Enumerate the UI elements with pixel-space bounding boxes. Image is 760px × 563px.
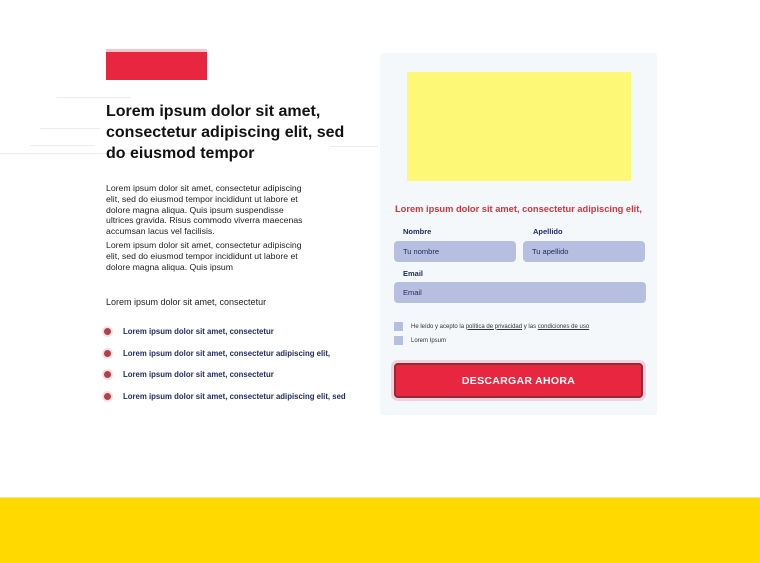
- list-item: [104, 343, 346, 365]
- brand-logo-block: [106, 52, 207, 80]
- decorative-line: [30, 145, 95, 146]
- last-name-label: Apellido: [533, 227, 563, 236]
- privacy-consent-text: [411, 324, 589, 330]
- download-button[interactable]: DESCARGAR AHORA: [394, 363, 643, 398]
- list-item-text: Lorem ipsum dolor sit amet, consectetur adipiscing elit, sed: [123, 391, 346, 401]
- benefit-list: [104, 321, 346, 407]
- extra-checkbox[interactable]: [394, 336, 403, 345]
- hero-paragraph-1: Lorem ipsum dolor sit amet, consectetur adipiscing elit, sed do eiusmod tempor incididunt ut labore et dolore magna aliqua. Quis ipsum suspendisse ultrices gravida. Risus commodo viverra maecenas accumsan lacus vel facilisis.: [106, 183, 303, 237]
- footer-band: [0, 497, 760, 563]
- hero-paragraph-2: Lorem ipsum dolor sit amet, consectetur adipiscing elit, sed do eiusmod tempor incididunt ut labore et dolore magna aliqua. Quis ipsum: [106, 240, 302, 272]
- email-input[interactable]: [394, 282, 646, 303]
- download-form-panel: [380, 53, 657, 415]
- list-item-text: Lorem ipsum dolor sit amet, consectetur: [123, 370, 274, 380]
- list-item: [104, 386, 346, 408]
- terms-link[interactable]: condiciones de uso: [537, 323, 590, 330]
- bullet-dot-icon: [104, 393, 111, 400]
- bullet-dot-icon: [104, 328, 111, 335]
- form-image-placeholder: [407, 72, 631, 181]
- list-item: [104, 321, 346, 343]
- bullet-dot-icon: [104, 371, 111, 378]
- last-name-input[interactable]: [523, 241, 645, 262]
- bullet-dot-icon: [104, 350, 111, 357]
- privacy-policy-link[interactable]: política de privacidad: [465, 323, 523, 330]
- privacy-middle: y las: [523, 323, 537, 330]
- list-item-text: Lorem ipsum dolor sit amet, consectetur adipiscing elit,: [123, 348, 331, 358]
- privacy-checkbox[interactable]: [394, 322, 403, 331]
- decorative-line: [56, 97, 131, 98]
- decorative-line: [40, 128, 100, 129]
- email-label: Email: [403, 269, 424, 278]
- form-title: Lorem ipsum dolor sit amet, consectetur adipiscing elit,: [395, 204, 642, 214]
- list-item-text: Lorem ipsum dolor sit amet, consectetur: [123, 327, 274, 337]
- extra-consent-row: [394, 336, 446, 345]
- hero-headline: Lorem ipsum dolor sit amet, consectetur adipiscing elit, sed do eiusmod tempor: [106, 103, 345, 162]
- extra-checkbox-label: Lorem Ipsum: [411, 337, 447, 344]
- first-name-label: Nombre: [403, 227, 432, 236]
- list-item: [104, 364, 346, 386]
- bullet-intro-text: Lorem ipsum dolor sit amet, consectetur: [106, 297, 267, 307]
- first-name-input[interactable]: [394, 241, 516, 262]
- privacy-consent-row: [394, 322, 589, 331]
- privacy-prefix: He leído y acepto la: [411, 323, 465, 330]
